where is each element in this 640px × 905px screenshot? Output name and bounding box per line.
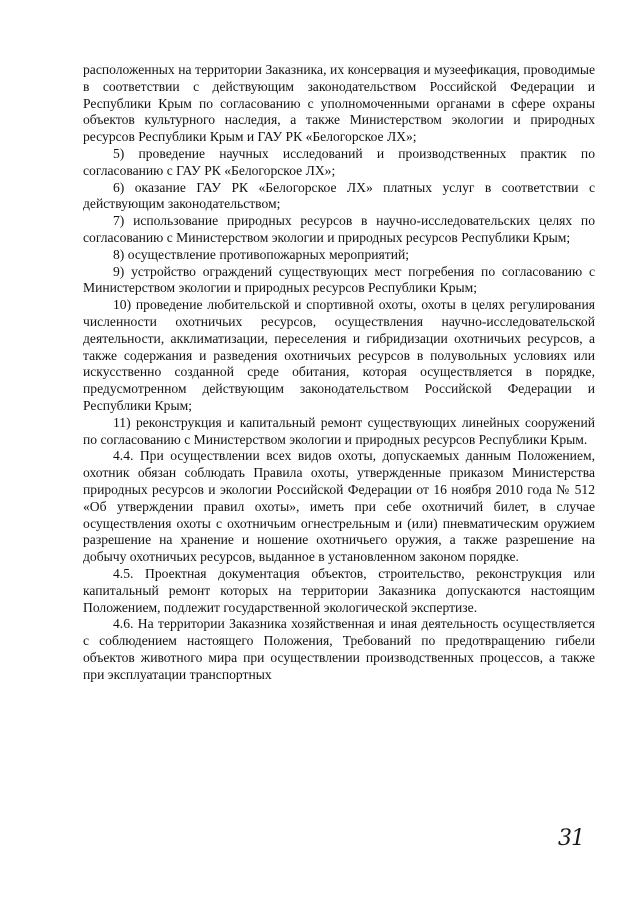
handwritten-page-number: 31 — [558, 826, 584, 851]
paragraph-item-7: 7) использование природных ресурсов в научно-исследовательских целях по согласованию с Министерством экологии и природных ресурсов Республики Крым; — [83, 213, 595, 245]
paragraph-item-6: 6) оказание ГАУ РК «Белогорское ЛХ» платных услуг в соответствии с действующим законодательством; — [83, 179, 595, 212]
paragraph-item-10: 10) проведение любительской и спортивной охоты, охоты в целях регулирования численности охотничьих ресурсов, осуществления научно-исследовательской деятельности, акклиматизации, переселения и гибридизации охотничьих ресурсов, а также содержания и разведения охотничьих ресурсов в полувольных условиях или искусственно созданной среде обитания, которая осуществляется в порядке, предусмотренном действующим законодательством Российской Федерации и Республики Крым; — [83, 297, 595, 413]
document-body — [83, 62, 595, 683]
paragraph-item-8: 8) осуществление противопожарных мероприятий; — [113, 246, 410, 262]
paragraph-item-11: 11) реконструкция и капитальный ремонт существующих линейных сооружений по согласованию с Министерством экологии и природных ресурсов Республики Крым. — [83, 414, 595, 447]
paragraph-section-4-5: 4.5. Проектная документация объектов, строительство, реконструкция или капитальный ремонт которых на территории Заказника допускаются настоящим Положением, подлежит государственной экологической экспертизе. — [83, 565, 595, 615]
paragraph-item-9: 9) устройство ограждений существующих мест погребения по согласованию с Министерством экологии и природных ресурсов Республики Крым; — [83, 263, 595, 296]
paragraph-section-4-6: 4.6. На территории Заказника хозяйственная и иная деятельность осуществляется с соблюдением настоящего Положения, Требований по предотвращению гибели объектов животного мира при осуществлении производственных процессов, а также при эксплуатации транспортных — [83, 616, 595, 682]
paragraph-section-4-4: 4.4. При осуществлении всех видов охоты, допускаемых данным Положением, охотник обязан соблюдать Правила охоты, утвержденные приказом Министерства природных ресурсов и экологии Российской Федерации от 16 ноября 2010 года № 512 «Об утверждении правил охоты», иметь при себе охотничий билет, в случае осуществления охоты с охотничьим огнестрельным и (или) пневматическим оружием разрешение на хранение и ношение охотничьего оружия, а также разрешение на добычу охотничьих ресурсов, выданное в установленном законом порядке. — [83, 448, 595, 565]
paragraph-item-5: 5) проведение научных исследований и производственных практик по согласованию с ГАУ РК «Белогорское ЛХ»; — [83, 145, 595, 178]
paragraph-continuation: расположенных на территории Заказника, их консервация и музеефикация, проводимые в соответствии с действующим законодательством Российской Федерации и Республики Крым по согласованию с уполномоченными органами в сфере охраны объектов культурного наследия, а также Министерством экологии и природных ресурсов Республики Крым и ГАУ РК «Белогорское ЛХ»; — [83, 62, 595, 145]
